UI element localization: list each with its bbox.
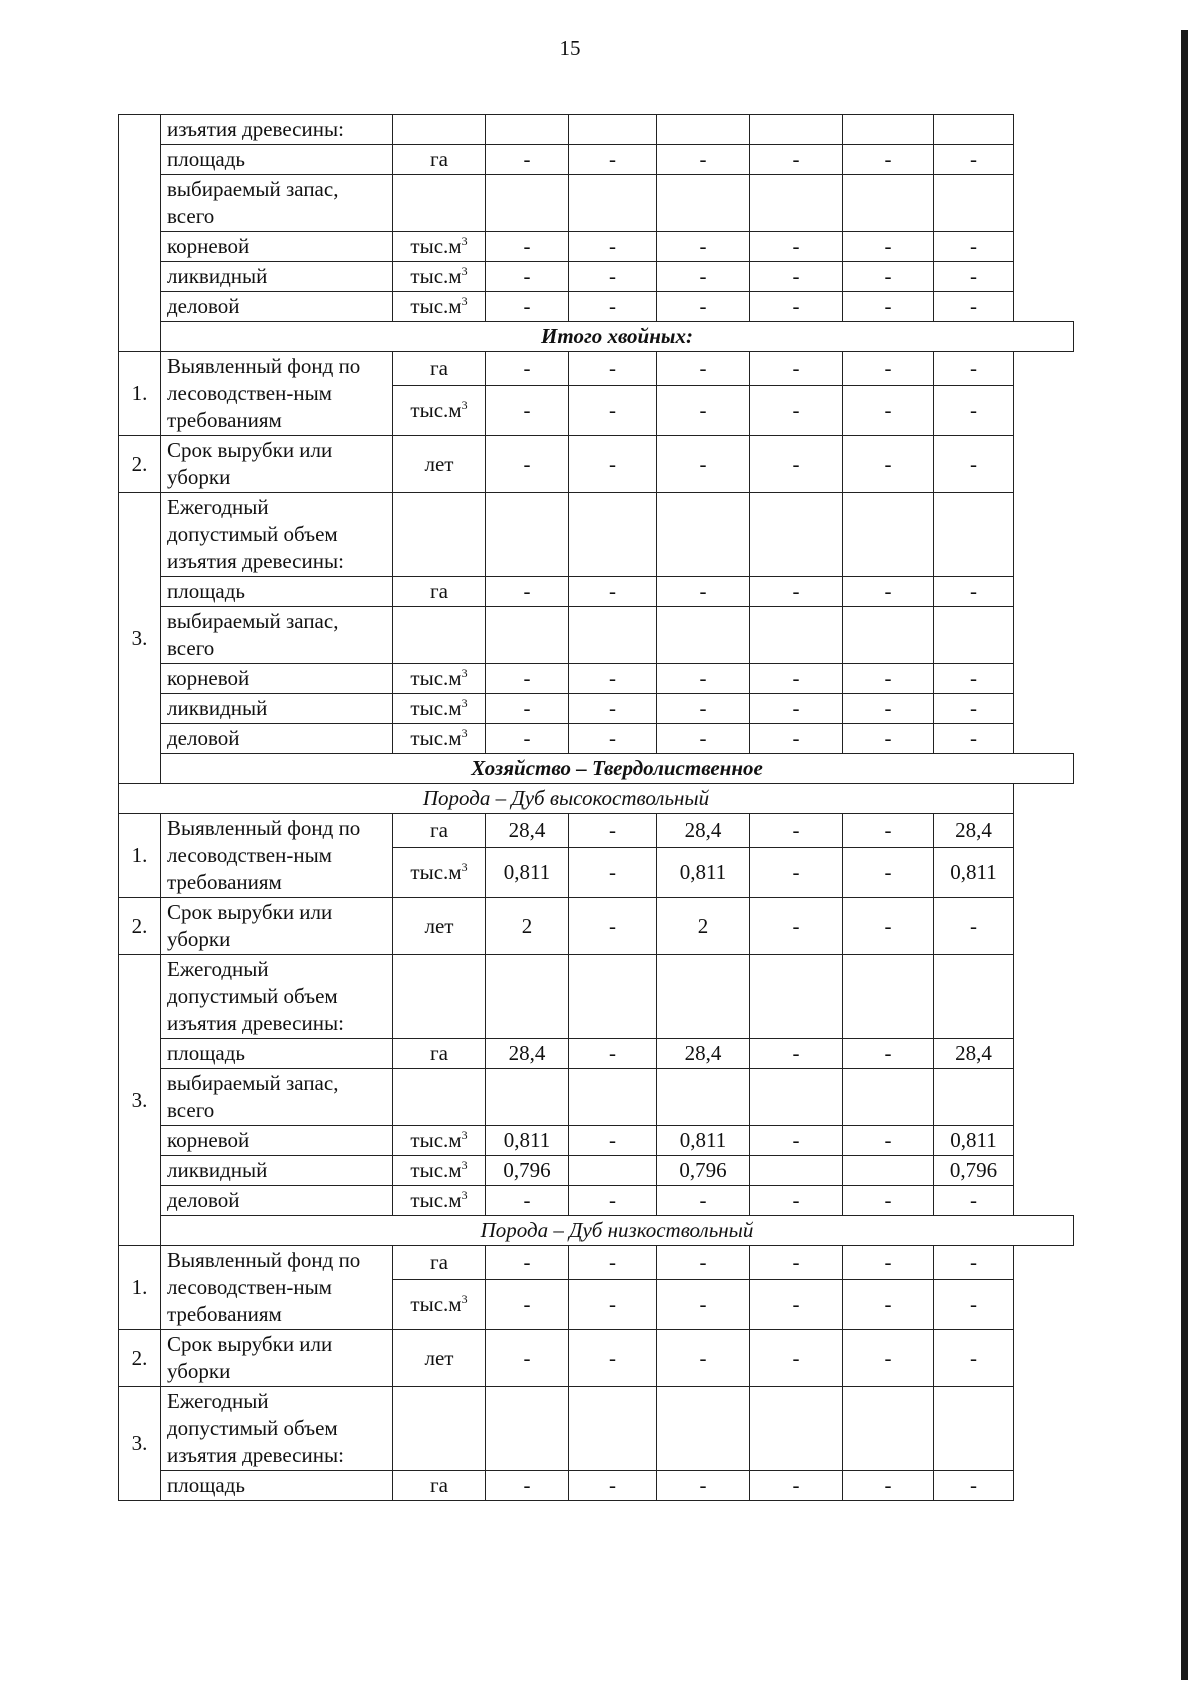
unit-cell: га: [393, 814, 486, 848]
table-row: [119, 175, 1074, 232]
row-label: деловой: [161, 292, 393, 322]
table-row: 1. Выявленный фонд по лесоводствен-ным требованиям га - - - - - -: [119, 1246, 1074, 1280]
row-label: площадь: [161, 1471, 393, 1501]
unit-cell: га: [393, 145, 486, 175]
table-row: 2. Срок вырубки или уборки лет - - - - - -: [119, 436, 1074, 493]
unit-cell: $тыс.м^3$: [393, 664, 486, 694]
unit-cell: $тыс.м^3$: [393, 232, 486, 262]
unit-cell: лет: [393, 436, 486, 493]
row-label: Выявленный фонд по лесоводствен-ным требованиям: [161, 1246, 393, 1330]
table-row: площадь га - - - - - -: [119, 1471, 1074, 1501]
unit-cell: лет: [393, 898, 486, 955]
row-label: выбираемый запас, всего: [161, 175, 393, 232]
row-label: выбираемый запас, всего: [161, 607, 393, 664]
table-row: ликвидный $тыс.м^3$ - - - - - -: [119, 262, 1074, 292]
subsection-heading-row: [119, 1216, 1074, 1246]
table-row: [119, 1069, 1074, 1126]
table-row: $тыс.м^3$ 0,811 - 0,811 - - 0,811: [119, 848, 1074, 898]
table-row: 3. Ежегодный допустимый объем изъятия древесины:: [119, 493, 1074, 577]
row-label: Ежегодный допустимый объем изъятия древесины:: [161, 955, 393, 1039]
unit-cell: $тыс.м^3$: [393, 1280, 486, 1330]
subsection-heading: Порода – Дуб низкоствольный: [161, 1216, 1074, 1246]
unit-cell: $тыс.м^3$: [393, 292, 486, 322]
table-row: [119, 115, 1074, 145]
unit-cell: $тыс.м^3$: [393, 694, 486, 724]
page-number: 15: [559, 36, 581, 60]
unit-cell: $тыс.м^3$: [393, 1126, 486, 1156]
row-label: ликвидный: [161, 1156, 393, 1186]
row-label: площадь: [161, 145, 393, 175]
table-row: ликвидный $тыс.м^3$ - - - - - -: [119, 694, 1074, 724]
row-label: ликвидный: [161, 694, 393, 724]
row-label: Срок вырубки или уборки: [161, 1330, 393, 1387]
num-cell: [119, 115, 161, 352]
section-heading: Итого хвойных:: [161, 322, 1074, 352]
table-row: 3. Ежегодный допустимый объем изъятия древесины:: [119, 1387, 1074, 1471]
table-row: 2. Срок вырубки или уборки лет 2 - 2 - - -: [119, 898, 1074, 955]
row-label: деловой: [161, 1186, 393, 1216]
unit-cell: $тыс.м^3$: [393, 1186, 486, 1216]
row-label: Выявленный фонд по лесоводствен-ным требованиям: [161, 814, 393, 898]
table-row: $тыс.м^3$ - - - - - -: [119, 386, 1074, 436]
unit-cell: га: [393, 1471, 486, 1501]
table-row: 3. Ежегодный допустимый объем изъятия древесины:: [119, 955, 1074, 1039]
unit-cell: $тыс.м^3$: [393, 724, 486, 754]
table-row: площадь га - - - - - -: [119, 145, 1074, 175]
table-row: 1. Выявленный фонд по лесоводствен-ным требованиям га - - - - - -: [119, 352, 1074, 386]
table-row: деловой $тыс.м^3$ - - - - - -: [119, 724, 1074, 754]
unit-cell: $тыс.м^3$: [393, 262, 486, 292]
row-label: Срок вырубки или уборки: [161, 436, 393, 493]
forest-volume-table: [118, 114, 1074, 1501]
table-row: ликвидный $тыс.м^3$ 0,796 0,796 0,796: [119, 1156, 1074, 1186]
unit-cell: га: [393, 1246, 486, 1280]
row-label: площадь: [161, 1039, 393, 1069]
row-label: выбираемый запас, всего: [161, 1069, 393, 1126]
row-label: корневой: [161, 232, 393, 262]
section-heading-row: [119, 322, 1074, 352]
row-label: изъятия древесины:: [161, 115, 393, 145]
unit-cell: га: [393, 352, 486, 386]
section-heading: Хозяйство – Твердолиственное: [161, 754, 1074, 784]
unit-cell: $тыс.м^3$: [393, 386, 486, 436]
table-row: 2. Срок вырубки или уборки лет - - - - - -: [119, 1330, 1074, 1387]
row-label: корневой: [161, 1126, 393, 1156]
row-label: ликвидный: [161, 262, 393, 292]
table-row: площадь га - - - - - -: [119, 577, 1074, 607]
table-row: деловой $тыс.м^3$ - - - - - -: [119, 1186, 1074, 1216]
row-label: Срок вырубки или уборки: [161, 898, 393, 955]
unit-cell: га: [393, 577, 486, 607]
row-label: площадь: [161, 577, 393, 607]
row-label: корневой: [161, 664, 393, 694]
table-row: корневой $тыс.м^3$ - - - - - -: [119, 664, 1074, 694]
unit-cell: лет: [393, 1330, 486, 1387]
table-row: площадь га 28,4 - 28,4 - - 28,4: [119, 1039, 1074, 1069]
table-row: деловой $тыс.м^3$ - - - - - -: [119, 292, 1074, 322]
unit-cell: $тыс.м^3$: [393, 848, 486, 898]
table-row: корневой $тыс.м^3$ - - - - - -: [119, 232, 1074, 262]
table-row: [119, 607, 1074, 664]
subsection-heading: Порода – Дуб высокоствольный: [119, 784, 1014, 814]
section-heading-row: [119, 754, 1074, 784]
table-row: 1. Выявленный фонд по лесоводствен-ным требованиям га 28,4 - 28,4 - - 28,4: [119, 814, 1074, 848]
unit-cell: $тыс.м^3$: [393, 1156, 486, 1186]
scan-edge-line: [1181, 30, 1188, 1680]
row-label: Ежегодный допустимый объем изъятия древесины:: [161, 1387, 393, 1471]
row-label: деловой: [161, 724, 393, 754]
row-label: Ежегодный допустимый объем изъятия древесины:: [161, 493, 393, 577]
table-row: корневой $тыс.м^3$ 0,811 - 0,811 - - 0,811: [119, 1126, 1074, 1156]
unit-cell: га: [393, 1039, 486, 1069]
row-label: Выявленный фонд по лесоводствен-ным требованиям: [161, 352, 393, 436]
table-row: $тыс.м^3$ - - - - - -: [119, 1280, 1074, 1330]
subsection-heading-row: [119, 784, 1074, 814]
